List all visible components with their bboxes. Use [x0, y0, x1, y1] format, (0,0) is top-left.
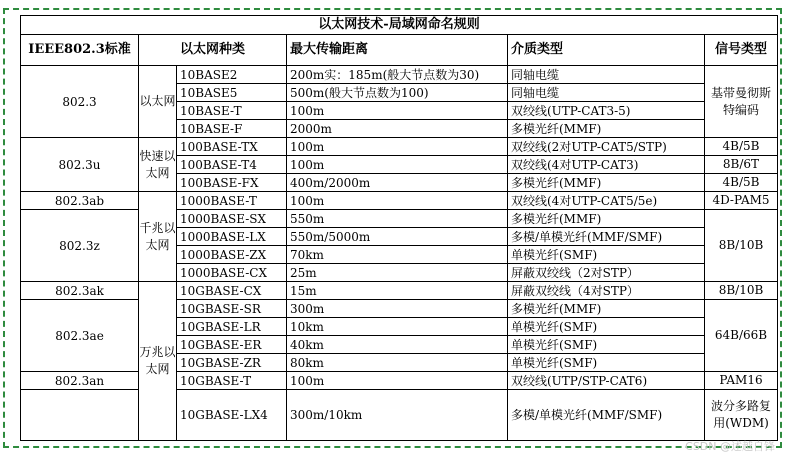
distance-cell: 70km: [287, 246, 508, 264]
distance-cell: 10km: [287, 318, 508, 336]
medium-cell: 单模光纤(SMF): [508, 336, 705, 354]
signal-cell: 波分多路复用(WDM): [705, 390, 778, 441]
kind-cell: 1000BASE-ZX: [177, 246, 287, 264]
kind-cell: 10GBASE-ER: [177, 336, 287, 354]
table-title: 以太网技术-局域网命名规则: [21, 16, 778, 35]
standard-cell: 802.3ae: [21, 300, 139, 372]
standard-cell: 802.3ak: [21, 282, 139, 300]
signal-cell: PAM16: [705, 372, 778, 390]
distance-cell: 25m: [287, 264, 508, 282]
distance-cell: 100m: [287, 372, 508, 390]
signal-cell: 4D-PAM5: [705, 192, 778, 210]
medium-cell: 多模/单模光纤(MMF/SMF): [508, 390, 705, 441]
kind-cell: 1000BASE-CX: [177, 264, 287, 282]
distance-cell: 2000m: [287, 120, 508, 138]
standard-cell: 802.3: [21, 66, 139, 138]
category-cell: 快速以太网: [139, 138, 177, 192]
standard-cell: 802.3z: [21, 210, 139, 282]
signal-cell: 8B/10B: [705, 282, 778, 300]
medium-cell: 单模光纤(SMF): [508, 318, 705, 336]
header-standard: IEEE802.3标准: [21, 35, 139, 66]
signal-cell: 基带曼彻斯特编码: [705, 66, 778, 138]
distance-cell: 100m: [287, 192, 508, 210]
medium-cell: 多模光纤(MMF): [508, 210, 705, 228]
distance-cell: 40km: [287, 336, 508, 354]
distance-cell: 80km: [287, 354, 508, 372]
kind-cell: 10BASE2: [177, 66, 287, 84]
medium-cell: 同轴电缆: [508, 66, 705, 84]
kind-cell: 10GBASE-LR: [177, 318, 287, 336]
header-signal: 信号类型: [705, 35, 778, 66]
distance-cell: 550m/5000m: [287, 228, 508, 246]
kind-cell: 100BASE-T4: [177, 156, 287, 174]
distance-cell: 100m: [287, 102, 508, 120]
medium-cell: 双绞线(4对UTP-CAT5/5e): [508, 192, 705, 210]
medium-cell: 屏蔽双绞线（2对STP）: [508, 264, 705, 282]
kind-cell: 1000BASE-SX: [177, 210, 287, 228]
kind-cell: 1000BASE-T: [177, 192, 287, 210]
ethernet-naming-table: [20, 15, 778, 441]
header-medium: 介质类型: [508, 35, 705, 66]
distance-cell: 300m: [287, 300, 508, 318]
kind-cell: 10GBASE-ZR: [177, 354, 287, 372]
medium-cell: 同轴电缆: [508, 84, 705, 102]
kind-cell: 10GBASE-CX: [177, 282, 287, 300]
medium-cell: 单模光纤(SMF): [508, 354, 705, 372]
medium-cell: 多模光纤(MMF): [508, 174, 705, 192]
signal-cell: 4B/5B: [705, 138, 778, 156]
kind-cell: 100BASE-TX: [177, 138, 287, 156]
kind-cell: 10GBASE-LX4: [177, 390, 287, 441]
distance-cell: 100m: [287, 138, 508, 156]
medium-cell: 双绞线(UTP-CAT3-5): [508, 102, 705, 120]
category-cell: 万兆以太网: [139, 282, 177, 441]
kind-cell: 1000BASE-LX: [177, 228, 287, 246]
signal-cell: 4B/5B: [705, 174, 778, 192]
distance-cell: 500m(般大节点数为100): [287, 84, 508, 102]
medium-cell: 多模/单模光纤(MMF/SMF): [508, 228, 705, 246]
kind-cell: 10BASE-F: [177, 120, 287, 138]
header-distance: 最大传输距离: [287, 35, 508, 66]
medium-cell: 双绞线(UTP/STP-CAT6): [508, 372, 705, 390]
medium-cell: 双绞线(2对UTP-CAT5/STP): [508, 138, 705, 156]
medium-cell: 屏蔽双绞线（4对STP）: [508, 282, 705, 300]
distance-cell: 15m: [287, 282, 508, 300]
category-cell: 以太网: [139, 66, 177, 138]
distance-cell: 550m: [287, 210, 508, 228]
medium-cell: 多模光纤(MMF): [508, 300, 705, 318]
standard-cell-empty: [21, 390, 139, 441]
distance-cell: 300m/10km: [287, 390, 508, 441]
signal-cell: 64B/66B: [705, 300, 778, 372]
standard-cell: 802.3ab: [21, 192, 139, 210]
standard-cell: 802.3an: [21, 372, 139, 390]
distance-cell: 400m/2000m: [287, 174, 508, 192]
medium-cell: 多模光纤(MMF): [508, 120, 705, 138]
signal-cell: 8B/6T: [705, 156, 778, 174]
distance-cell: 100m: [287, 156, 508, 174]
kind-cell: 10BASE5: [177, 84, 287, 102]
watermark: CSDN @述越自锋: [685, 440, 775, 453]
kind-cell: 100BASE-FX: [177, 174, 287, 192]
signal-cell: 8B/10B: [705, 210, 778, 282]
medium-cell: 单模光纤(SMF): [508, 246, 705, 264]
header-kind: 以太网种类: [139, 35, 287, 66]
distance-cell: 200m实：185m(般大节点数为30): [287, 66, 508, 84]
kind-cell: 10GBASE-T: [177, 372, 287, 390]
medium-cell: 双绞线(4对UTP-CAT3): [508, 156, 705, 174]
standard-cell: 802.3u: [21, 138, 139, 192]
kind-cell: 10GBASE-SR: [177, 300, 287, 318]
category-cell: 千兆以太网: [139, 192, 177, 282]
kind-cell: 10BASE-T: [177, 102, 287, 120]
